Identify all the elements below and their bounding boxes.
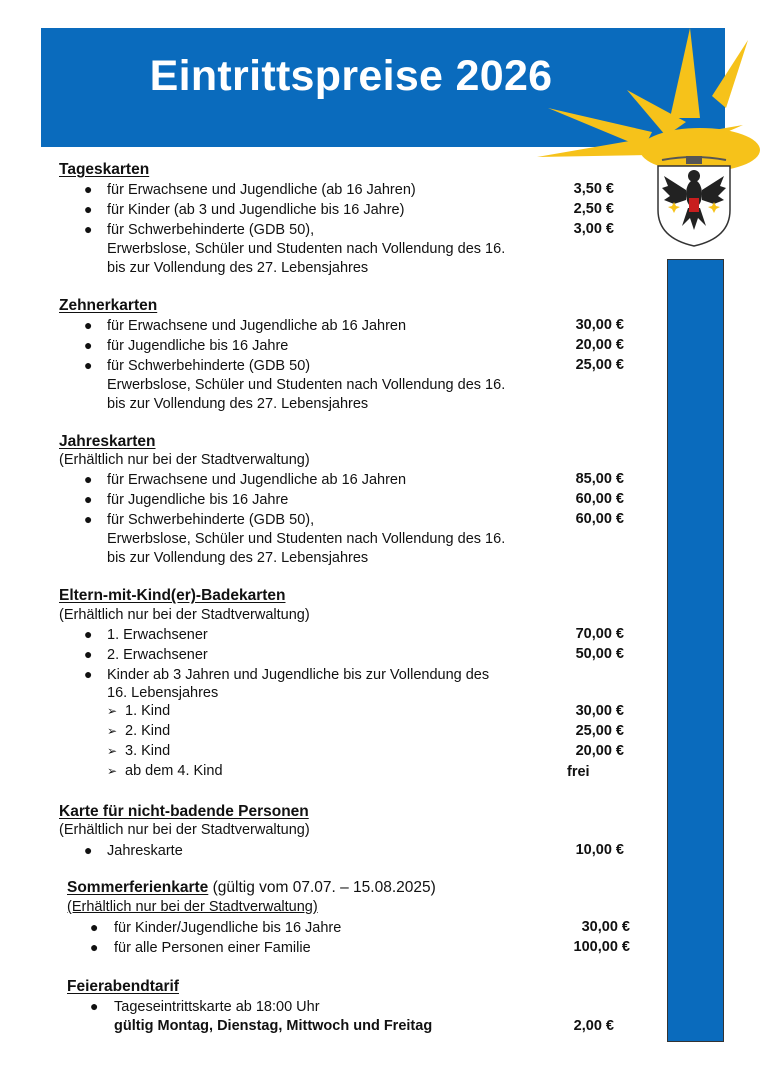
bullet-icon: ● [84,357,93,373]
bullet-icon: ● [84,317,93,333]
section-heading-zehnerkarten: Zehnerkarten [59,297,158,314]
list-item: für Schwerbehinderte (GDB 50), [107,512,315,528]
arrow-bullet-icon: ➢ [107,764,118,778]
list-item-continuation: bis zur Vollendung des 27. Lebensjahres [107,550,369,566]
price: 25,00 € [575,723,624,739]
list-item: für Erwachsene und Jugendliche (ab 16 Jahren) [107,182,416,198]
blue-sidebar-bar [667,259,724,1042]
list-item-continuation: gültig Montag, Dienstag, Mittwoch und Freitag [114,1018,433,1034]
list-item: Kinder ab 3 Jahren und Jugendliche bis zur Vollendung des [107,667,490,683]
list-item: für Kinder (ab 3 und Jugendliche bis 16 Jahre) [107,202,405,218]
bullet-icon: ● [90,998,99,1014]
section-heading-sommerferien [67,879,436,897]
bullet-icon: ● [84,666,93,682]
availability-note: (Erhältlich nur bei der Stadtverwaltung) [59,607,310,623]
list-item: 1. Erwachsener [107,627,208,643]
section-heading-nicht-badende: Karte für nicht-badende Personen [59,803,309,820]
section-heading-tageskarten: Tageskarten [59,161,150,178]
section-heading-feierabendtarif: Feierabendtarif [67,978,179,995]
sommerferien-title: Sommerferienkarte [67,879,209,896]
list-item: für Erwachsene und Jugendliche ab 16 Jahren [107,472,407,488]
price: 30,00 € [575,703,624,719]
section-heading-eltern-kind: Eltern-mit-Kind(er)-Badekarten [59,587,286,604]
list-item-continuation: Erwerbslose, Schüler und Studenten nach Vollendung des 16. [107,241,506,257]
sub-list-item: 2. Kind [125,723,171,739]
list-item: Tageseintrittskarte ab 18:00 Uhr [114,999,320,1015]
list-item-continuation: Erwerbslose, Schüler und Studenten nach Vollendung des 16. [107,377,506,393]
sub-list-item: ab dem 4. Kind [125,763,223,779]
price: 2,50 € [573,201,614,217]
price: frei [567,764,590,780]
list-item: für Jugendliche bis 16 Jahre [107,338,289,354]
price: 50,00 € [575,646,624,662]
arrow-bullet-icon: ➢ [107,724,118,738]
price: 30,00 € [581,919,630,935]
availability-note: (Erhältlich nur bei der Stadtverwaltung) [67,899,318,915]
bullet-icon: ● [90,919,99,935]
sun-rays-icon [0,0,771,170]
price: 20,00 € [575,337,624,353]
price: 70,00 € [575,626,624,642]
bullet-icon: ● [84,626,93,642]
price: 85,00 € [575,471,624,487]
price: 25,00 € [575,357,624,373]
price: 60,00 € [575,511,624,527]
list-item: für Schwerbehinderte (GDB 50), [107,222,315,238]
sommerferien-validity: (gültig vom 07.07. – 15.08.2025) [208,879,436,896]
sub-list-item: 3. Kind [125,743,171,759]
list-item-continuation: 16. Lebensjahres [107,685,219,701]
price: 2,00 € [573,1018,614,1034]
price: 10,00 € [575,842,624,858]
bullet-icon: ● [84,181,93,197]
bullet-icon: ● [84,337,93,353]
list-item: für alle Personen einer Familie [114,940,311,956]
list-item: für Schwerbehinderte (GDB 50) [107,358,311,374]
list-item-continuation: Erwerbslose, Schüler und Studenten nach Vollendung des 16. [107,531,506,547]
availability-note: (Erhältlich nur bei der Stadtverwaltung) [59,822,310,838]
availability-note: (Erhältlich nur bei der Stadtverwaltung) [59,452,310,468]
bullet-icon: ● [84,511,93,527]
bullet-icon: ● [84,646,93,662]
arrow-bullet-icon: ➢ [107,744,118,758]
price: 20,00 € [575,743,624,759]
bullet-icon: ● [84,201,93,217]
price: 100,00 € [573,939,630,955]
sub-list-item: 1. Kind [125,703,171,719]
list-item-continuation: bis zur Vollendung des 27. Lebensjahres [107,396,369,412]
list-item: Jahreskarte [107,843,183,859]
page-title: Eintrittspreise 2026 [149,52,553,100]
bullet-icon: ● [84,221,93,237]
list-item-continuation: bis zur Vollendung des 27. Lebensjahres [107,260,369,276]
list-item: für Kinder/Jugendliche bis 16 Jahre [114,920,342,936]
price: 3,50 € [573,181,614,197]
list-item: für Erwachsene und Jugendliche ab 16 Jahren [107,318,407,334]
bullet-icon: ● [84,842,93,858]
price: 30,00 € [575,317,624,333]
list-item: für Jugendliche bis 16 Jahre [107,492,289,508]
bullet-icon: ● [84,471,93,487]
price: 3,00 € [573,221,614,237]
bullet-icon: ● [90,939,99,955]
bullet-icon: ● [84,491,93,507]
list-item: 2. Erwachsener [107,647,208,663]
coat-of-arms-eagle-icon [652,152,736,248]
price: 60,00 € [575,491,624,507]
section-heading-jahreskarten: Jahreskarten [59,433,156,450]
arrow-bullet-icon: ➢ [107,704,118,718]
